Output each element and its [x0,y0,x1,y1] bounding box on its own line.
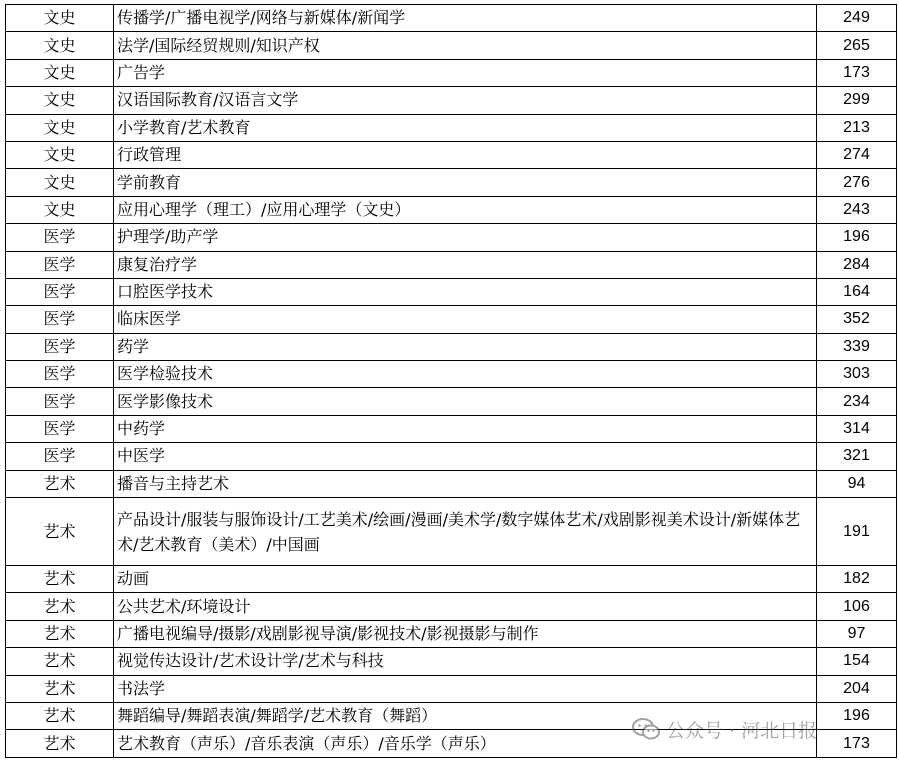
category-cell: 文史 [6,32,114,59]
category-cell: 艺术 [6,702,114,729]
table-row [6,593,897,620]
major-cell: 书法学 [114,675,817,702]
score-cell: 303 [817,361,897,388]
table-row [6,224,897,251]
major-cell: 医学检验技术 [114,361,817,388]
table-row [6,333,897,360]
score-cell: 106 [817,593,897,620]
category-cell: 医学 [6,415,114,442]
major-cell: 学前教育 [114,169,817,196]
score-cell: 276 [817,169,897,196]
table-row [6,278,897,305]
category-cell: 文史 [6,87,114,114]
major-cell: 药学 [114,333,817,360]
major-cell: 播音与主持艺术 [114,470,817,497]
score-cell: 173 [817,59,897,86]
major-cell: 康复治疗学 [114,251,817,278]
score-cell: 182 [817,566,897,593]
category-cell: 文史 [6,59,114,86]
table-row [6,32,897,59]
major-cell: 动画 [114,566,817,593]
score-cell: 284 [817,251,897,278]
category-cell: 医学 [6,306,114,333]
category-cell: 艺术 [6,675,114,702]
table-row [6,470,897,497]
score-cell: 321 [817,443,897,470]
score-cell: 243 [817,196,897,223]
table-row [6,251,897,278]
category-cell: 艺术 [6,470,114,497]
category-cell: 艺术 [6,498,114,566]
major-cell: 艺术教育（声乐）/音乐表演（声乐）/音乐学（声乐） [114,730,817,757]
category-cell: 艺术 [6,593,114,620]
table-row [6,141,897,168]
category-cell: 医学 [6,278,114,305]
category-cell: 医学 [6,251,114,278]
major-cell: 视觉传达设计/艺术设计学/艺术与科技 [114,648,817,675]
table-row [6,361,897,388]
category-cell: 文史 [6,114,114,141]
major-cell: 广告学 [114,59,817,86]
score-cell: 314 [817,415,897,442]
category-cell: 艺术 [6,566,114,593]
major-cell: 行政管理 [114,141,817,168]
major-cell: 护理学/助产学 [114,224,817,251]
major-cell: 中药学 [114,415,817,442]
major-cell: 传播学/广播电视学/网络与新媒体/新闻学 [114,5,817,32]
score-cell: 97 [817,620,897,647]
category-cell: 文史 [6,196,114,223]
score-cell: 249 [817,5,897,32]
table-row [6,498,897,566]
table-row [6,566,897,593]
score-cell: 265 [817,32,897,59]
major-cell: 汉语国际教育/汉语言文学 [114,87,817,114]
category-cell: 艺术 [6,730,114,757]
category-cell: 医学 [6,224,114,251]
score-cell: 191 [817,498,897,566]
table-row [6,306,897,333]
watermark-text: 公众号 · 河北日报 [666,719,818,742]
category-cell: 医学 [6,333,114,360]
score-cell: 274 [817,141,897,168]
major-cell: 舞蹈编导/舞蹈表演/舞蹈学/艺术教育（舞蹈） [114,702,817,729]
category-cell: 医学 [6,443,114,470]
score-cell: 339 [817,333,897,360]
table-row [6,702,897,729]
score-cell: 94 [817,470,897,497]
table-row [6,114,897,141]
category-cell: 文史 [6,169,114,196]
score-cell: 204 [817,675,897,702]
category-cell: 医学 [6,388,114,415]
score-cell: 352 [817,306,897,333]
category-cell: 艺术 [6,648,114,675]
major-cell: 应用心理学（理工）/应用心理学（文史） [114,196,817,223]
category-cell: 医学 [6,361,114,388]
score-cell: 196 [817,224,897,251]
table-row [6,59,897,86]
table-row [6,169,897,196]
major-cell: 口腔医学技术 [114,278,817,305]
score-cell: 164 [817,278,897,305]
category-cell: 文史 [6,5,114,32]
score-cell: 154 [817,648,897,675]
score-cell: 234 [817,388,897,415]
table-row [6,388,897,415]
score-cell: 196 [817,702,897,729]
major-cell: 产品设计/服装与服饰设计/工艺美术/绘画/漫画/美术学/数字媒体艺术/戏剧影视美术设计/新媒体艺术/艺术教育（美术）/中国画 [114,498,817,566]
major-cell: 小学教育/艺术教育 [114,114,817,141]
table-row [6,620,897,647]
major-cell: 公共艺术/环境设计 [114,593,817,620]
table-row [6,87,897,114]
table-row [6,648,897,675]
table-row [6,730,897,757]
table-row [6,415,897,442]
category-cell: 艺术 [6,620,114,647]
major-cell: 中医学 [114,443,817,470]
table-row [6,443,897,470]
score-cell: 299 [817,87,897,114]
major-cell: 医学影像技术 [114,388,817,415]
category-cell: 文史 [6,141,114,168]
major-cell: 法学/国际经贸规则/知识产权 [114,32,817,59]
table-row [6,196,897,223]
table-row [6,5,897,32]
table-body [6,5,897,758]
score-cell: 213 [817,114,897,141]
score-table [5,4,897,758]
score-cell: 173 [817,730,897,757]
major-cell: 临床医学 [114,306,817,333]
table-row [6,675,897,702]
major-cell: 广播电视编导/摄影/戏剧影视导演/影视技术/影视摄影与制作 [114,620,817,647]
